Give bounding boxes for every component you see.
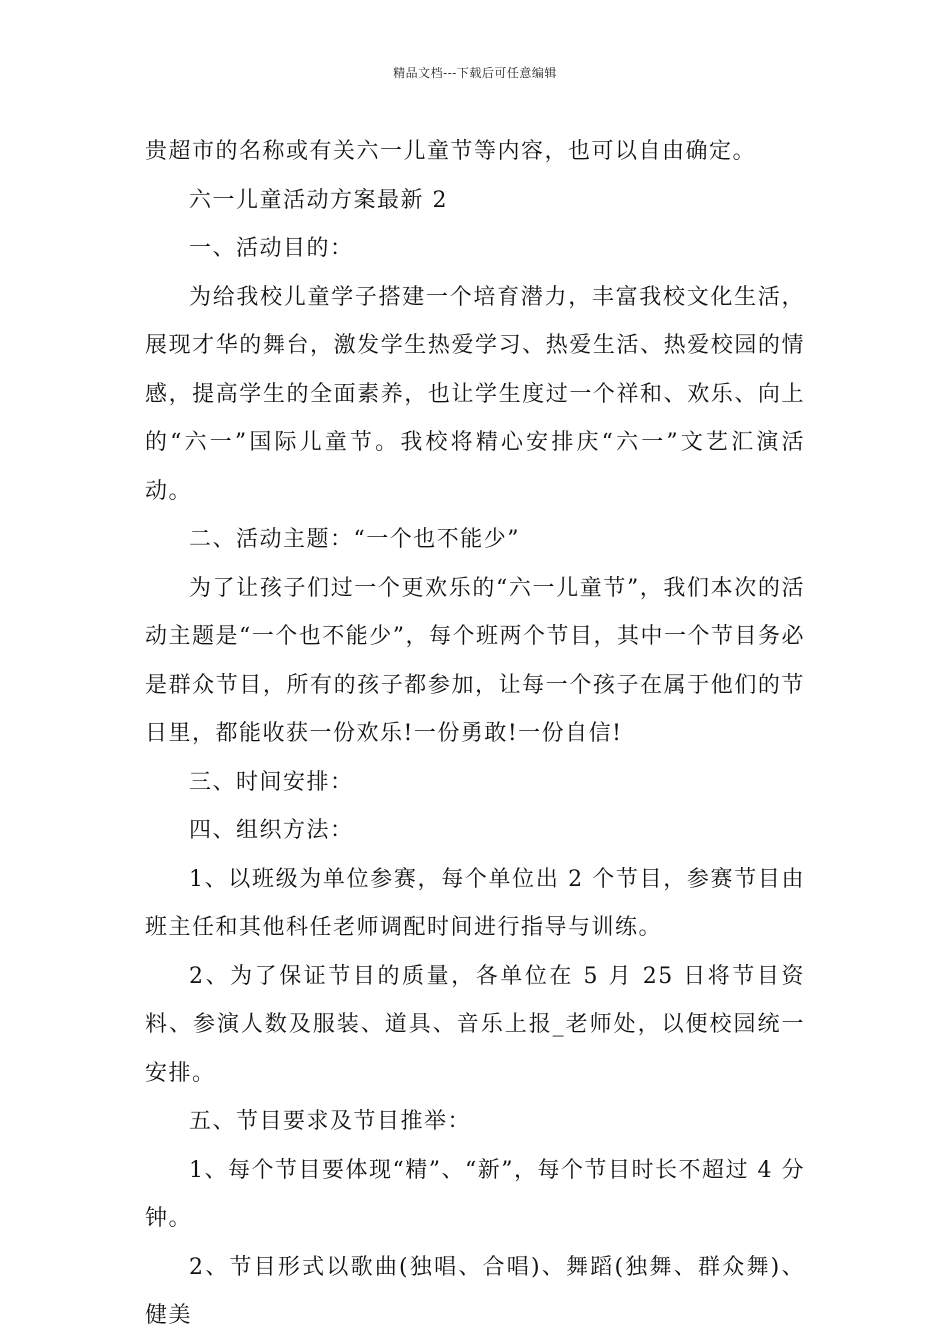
page-header: 精品文档---下载后可任意编辑 xyxy=(393,66,557,80)
paragraph: 为给我校儿童学子搭建一个培育潜力，丰富我校文化生活，展现才华的舞台，激发学生热爱学习、热爱生活、热爱校园的情感，提高学生的全面素养，也让学生度过一个祥和、欢乐、向上的“六一”国际儿童节。我校将精心安排庆“六一”文艺汇演活动。 xyxy=(145,284,805,504)
list-item: 2、节目形式以歌曲(独唱、合唱)、舞蹈(独舞、群众舞)、健美 xyxy=(145,1254,805,1328)
document-body xyxy=(145,128,805,1341)
list-item: 1、以班级为单位参赛，每个单位出 2 个节目，参赛节目由班主任和其他科任老师调配时间进行指导与训练。 xyxy=(145,866,805,940)
heading-organization: 四、组织方法： xyxy=(189,818,354,843)
heading-purpose: 一、活动目的： xyxy=(189,236,354,261)
list-item: 2、为了保证节目的质量，各单位在 5 月 25 日将节目资料、参演人数及服装、道具、音乐上报_老师处，以便校园统一安排。 xyxy=(145,963,805,1086)
list-item: 1、每个节目要体现“精”、“新”，每个节目时长不超过 4 分钟。 xyxy=(145,1157,805,1231)
heading-theme: 二、活动主题：“一个也不能少” xyxy=(189,527,520,552)
heading-requirements: 五、节目要求及节目推举： xyxy=(189,1109,472,1134)
section-title: 六一儿童活动方案最新 2 xyxy=(189,187,448,213)
heading-schedule: 三、时间安排： xyxy=(189,769,354,795)
paragraph: 贵超市的名称或有关六一儿童节等内容，也可以自由确定。 xyxy=(145,139,757,164)
paragraph: 为了让孩子们过一个更欢乐的“六一儿童节”，我们本次的活动主题是“一个也不能少”，每个班两个节目，其中一个节目务必是群众节目，所有的孩子都参加，让每一个孩子在属于他们的节日里，都能收获一份欢乐!一份勇敢!一份自信! xyxy=(145,575,805,746)
